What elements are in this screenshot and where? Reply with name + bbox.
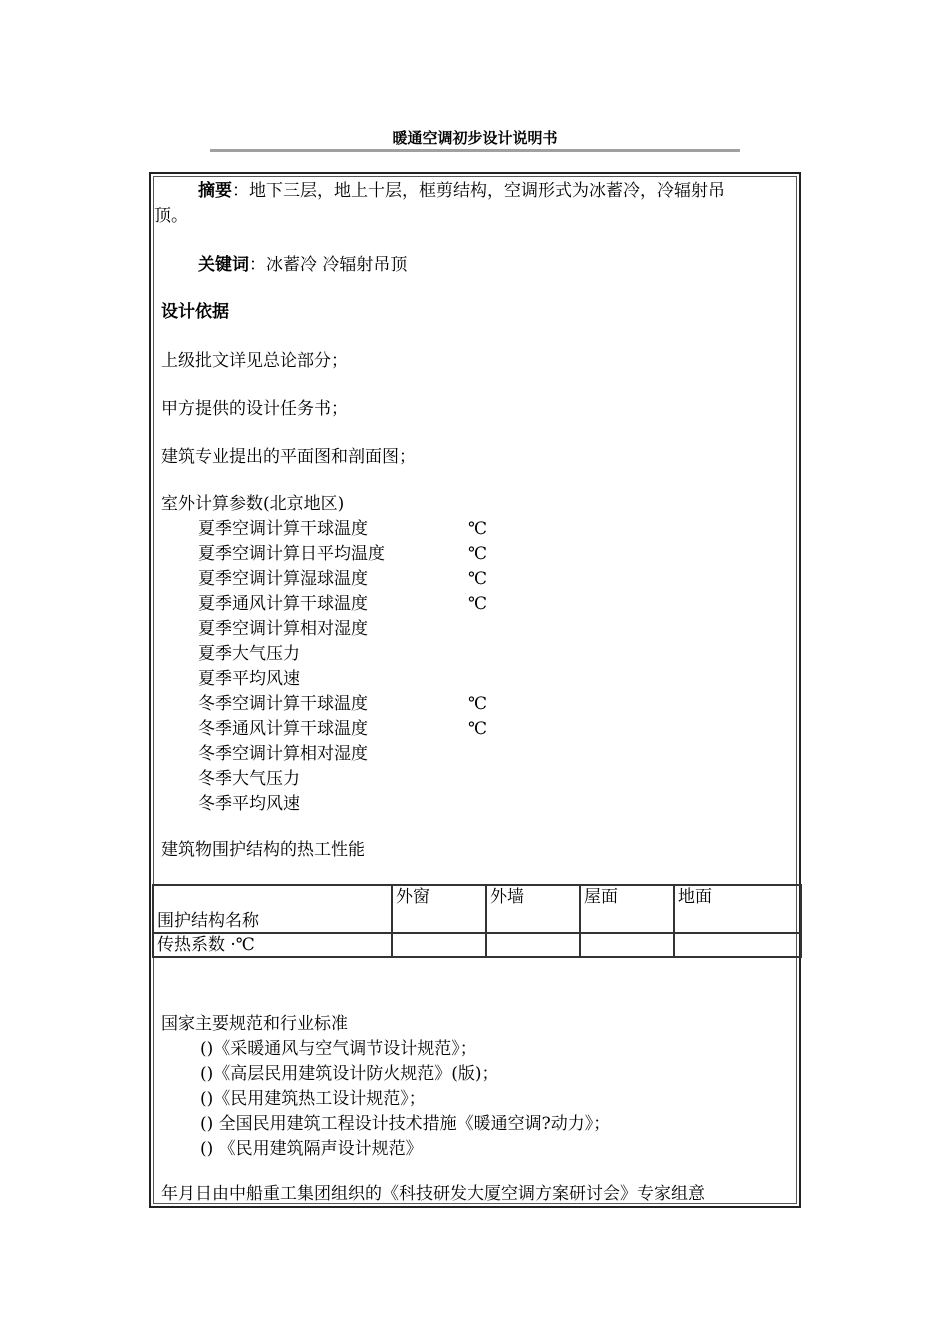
envelope-column-header: 外墙	[486, 885, 580, 933]
envelope-value-cell	[580, 933, 674, 957]
envelope-column-header: 外窗	[392, 885, 486, 933]
abstract-text-continued: 顶。	[154, 206, 188, 226]
envelope-heading: 建筑物围护结构的热工性能	[161, 840, 365, 860]
param-name: 冬季空调计算干球温度	[198, 694, 368, 714]
param-name: 夏季空调计算日平均温度	[198, 544, 385, 564]
envelope-column-header: 地面	[674, 885, 801, 933]
param-unit: ℃	[468, 719, 488, 739]
param-name: 夏季空调计算干球温度	[198, 519, 368, 539]
title-underline	[210, 149, 740, 152]
param-name: 夏季空调计算相对湿度	[198, 619, 368, 639]
param-name: 冬季通风计算干球温度	[198, 719, 368, 739]
basis-item: 甲方提供的设计任务书；	[161, 399, 348, 419]
param-row	[198, 667, 518, 692]
param-row	[198, 542, 518, 567]
abstract-paragraph	[198, 179, 725, 204]
envelope-column-header: 屋面	[580, 885, 674, 933]
envelope-value-label: 传热系数 ·℃	[153, 933, 392, 957]
keywords-label: 关键词	[198, 255, 249, 275]
param-name: 夏季大气压力	[198, 644, 300, 664]
param-unit: ℃	[468, 694, 488, 714]
param-row	[198, 642, 518, 667]
basis-item: 上级批文详见总论部分；	[161, 351, 348, 371]
param-row	[198, 567, 518, 592]
standards-heading: 国家主要规范和行业标准	[161, 1014, 348, 1034]
document-title: 暖通空调初步设计说明书	[392, 129, 558, 147]
standard-item: () 《民用建筑隔声设计规范》	[200, 1139, 423, 1159]
abstract-text: ：地下三层，地上十层，框剪结构，空调形式为冰蓄冷，冷辐射吊	[232, 181, 725, 201]
param-name: 冬季空调计算相对湿度	[198, 744, 368, 764]
envelope-header-row	[153, 885, 801, 933]
envelope-value-cell	[674, 933, 801, 957]
outdoor-params-heading: 室外计算参数(北京地区)	[161, 494, 345, 514]
param-name: 夏季通风计算干球温度	[198, 594, 368, 614]
basis-item: 建筑专业提出的平面图和剖面图；	[161, 447, 416, 467]
standards-list	[200, 1037, 610, 1162]
standard-item: () 全国民用建筑工程设计技术措施《暖通空调?动力》；	[200, 1114, 611, 1134]
envelope-value-row	[153, 933, 801, 957]
param-row	[198, 717, 518, 742]
param-row	[198, 517, 518, 542]
keywords-text: ：冰蓄冷 冷辐射吊顶	[249, 255, 408, 275]
param-name: 冬季大气压力	[198, 769, 300, 789]
standard-item: ()《民用建筑热工设计规范》；	[200, 1089, 426, 1109]
param-unit: ℃	[468, 519, 488, 539]
closing-paragraph: 年月日由中船重工集团组织的《科技研发大厦空调方案研讨会》专家组意	[161, 1184, 705, 1204]
outdoor-params-list	[198, 517, 518, 817]
param-unit: ℃	[468, 569, 488, 589]
param-row	[198, 592, 518, 617]
param-row	[198, 767, 518, 792]
param-unit: ℃	[468, 544, 488, 564]
param-name: 冬季平均风速	[198, 794, 300, 814]
envelope-row-header: 围护结构名称	[153, 885, 392, 933]
param-row	[198, 792, 518, 817]
abstract-label: 摘要	[198, 181, 232, 201]
envelope-value-cell	[486, 933, 580, 957]
envelope-table	[152, 884, 802, 958]
keywords-paragraph	[198, 253, 407, 278]
param-name: 夏季空调计算湿球温度	[198, 569, 368, 589]
param-row	[198, 617, 518, 642]
standard-item: ()《高层民用建筑设计防火规范》(版)；	[200, 1064, 499, 1084]
envelope-value-cell	[392, 933, 486, 957]
param-unit: ℃	[468, 594, 488, 614]
standard-item: ()《采暖通风与空气调节设计规范》；	[200, 1039, 477, 1059]
param-row	[198, 742, 518, 767]
param-name: 夏季平均风速	[198, 669, 300, 689]
param-row	[198, 692, 518, 717]
basis-heading: 设计依据	[161, 302, 229, 322]
